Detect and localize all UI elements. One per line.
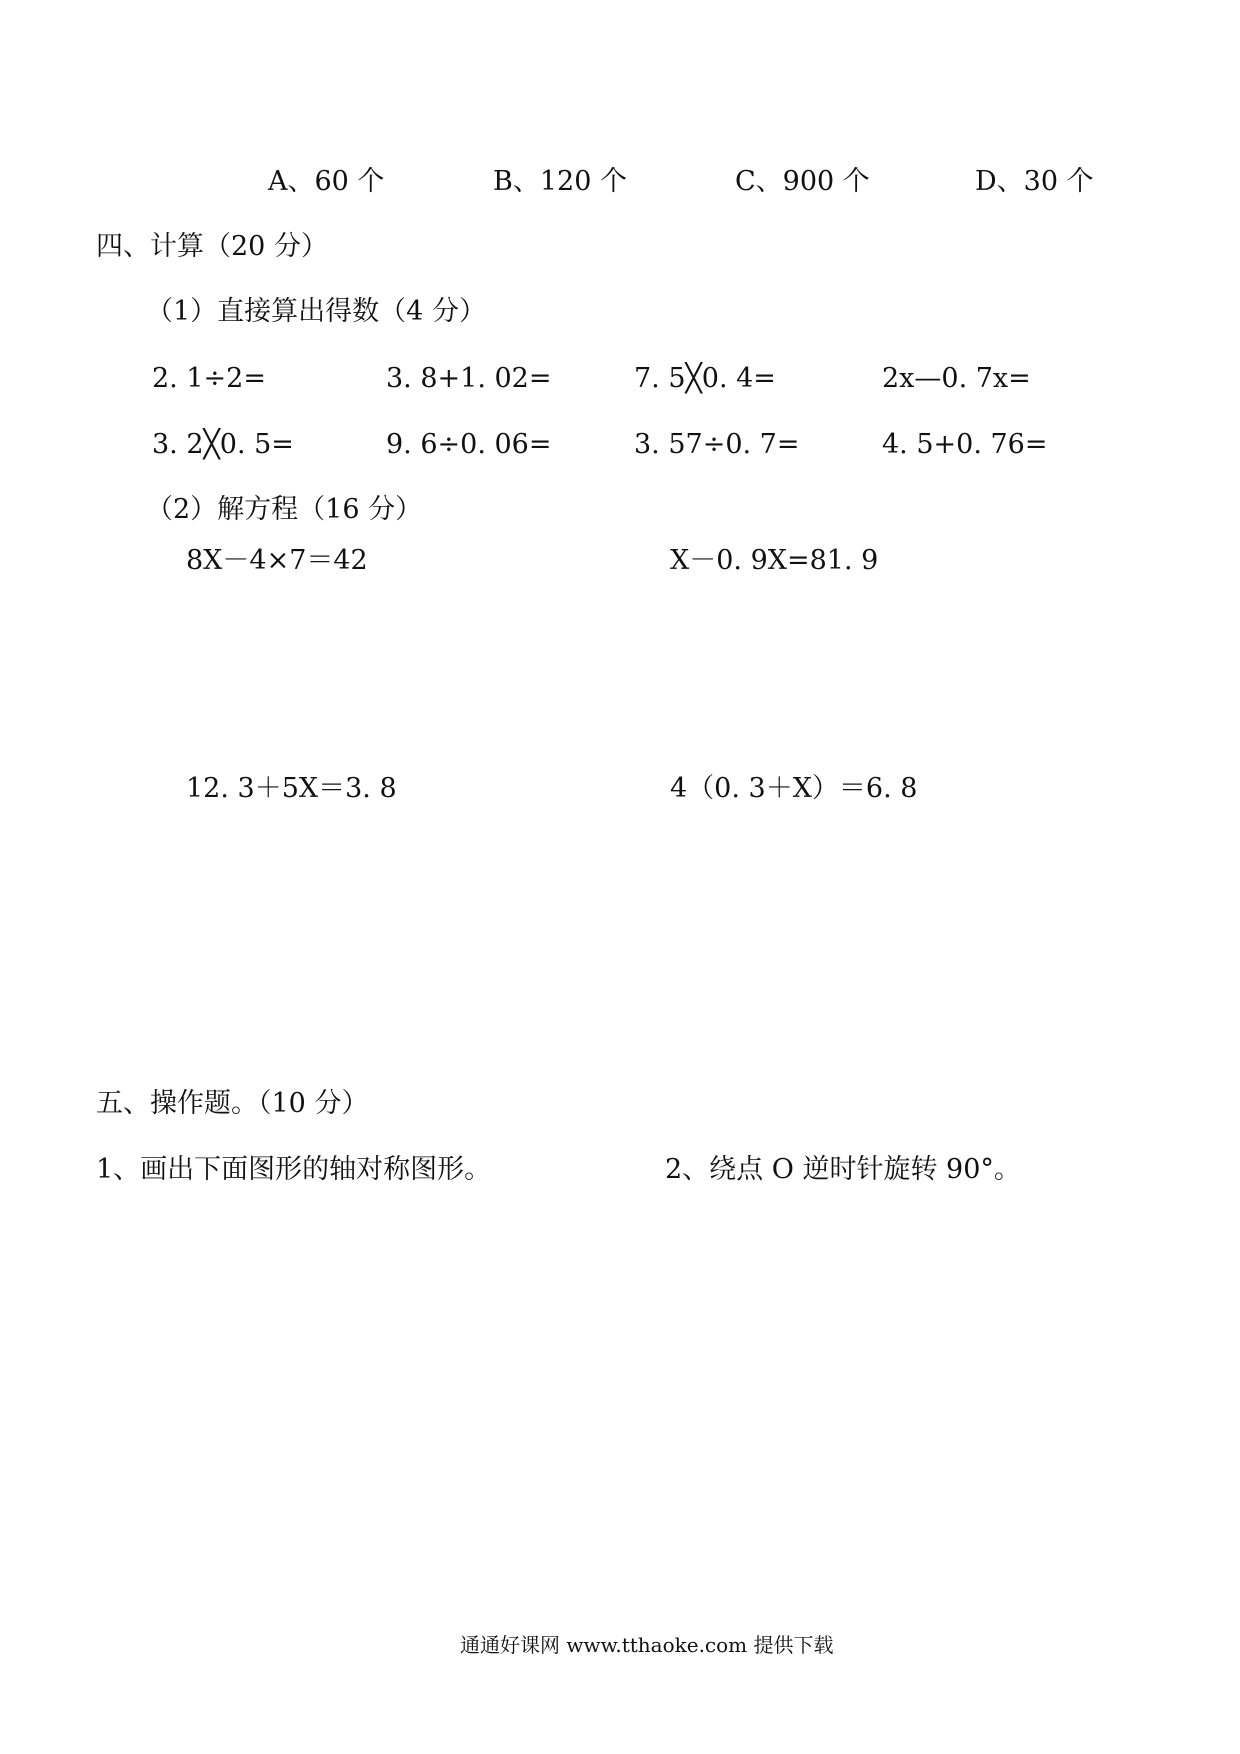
equation: 4（0. 3＋X）＝6. 8 [670, 773, 918, 804]
calc-item: 3. 8+1. 02= [386, 363, 552, 394]
equation: 8X－4×7＝42 [186, 545, 368, 576]
calc-item: 9. 6÷0. 06= [386, 429, 552, 460]
calc-item: 3. 2╳0. 5= [152, 429, 294, 460]
operation-q1: 1、画出下面图形的轴对称图形。 [96, 1154, 492, 1185]
calc-item: 2x—0. 7x= [882, 363, 1031, 394]
equation: X－0. 9X=81. 9 [670, 545, 879, 576]
equation: 12. 3＋5X＝3. 8 [186, 773, 397, 804]
footer-text: 通通好课网 www.tthaoke.com 提供下载 [460, 1633, 834, 1657]
choice-b: B、120 个 [493, 166, 627, 197]
calc-item: 7. 5╳0. 4= [634, 363, 776, 394]
section4-title: 四、计算（20 分） [96, 231, 328, 262]
operation-q2: 2、绕点 O 逆时针旋转 90°。 [665, 1154, 1021, 1185]
calc-item: 2. 1÷2= [152, 363, 266, 394]
part2-title: （2）解方程（16 分） [146, 494, 423, 525]
choice-d: D、30 个 [975, 166, 1094, 197]
choice-a: A、60 个 [268, 166, 385, 197]
part1-title: （1）直接算出得数（4 分） [146, 296, 486, 327]
calc-item: 3. 57÷0. 7= [634, 429, 800, 460]
calc-item: 4. 5+0. 76= [882, 429, 1048, 460]
section5-title: 五、操作题。（10 分） [96, 1088, 369, 1119]
choice-c: C、900 个 [735, 166, 870, 197]
